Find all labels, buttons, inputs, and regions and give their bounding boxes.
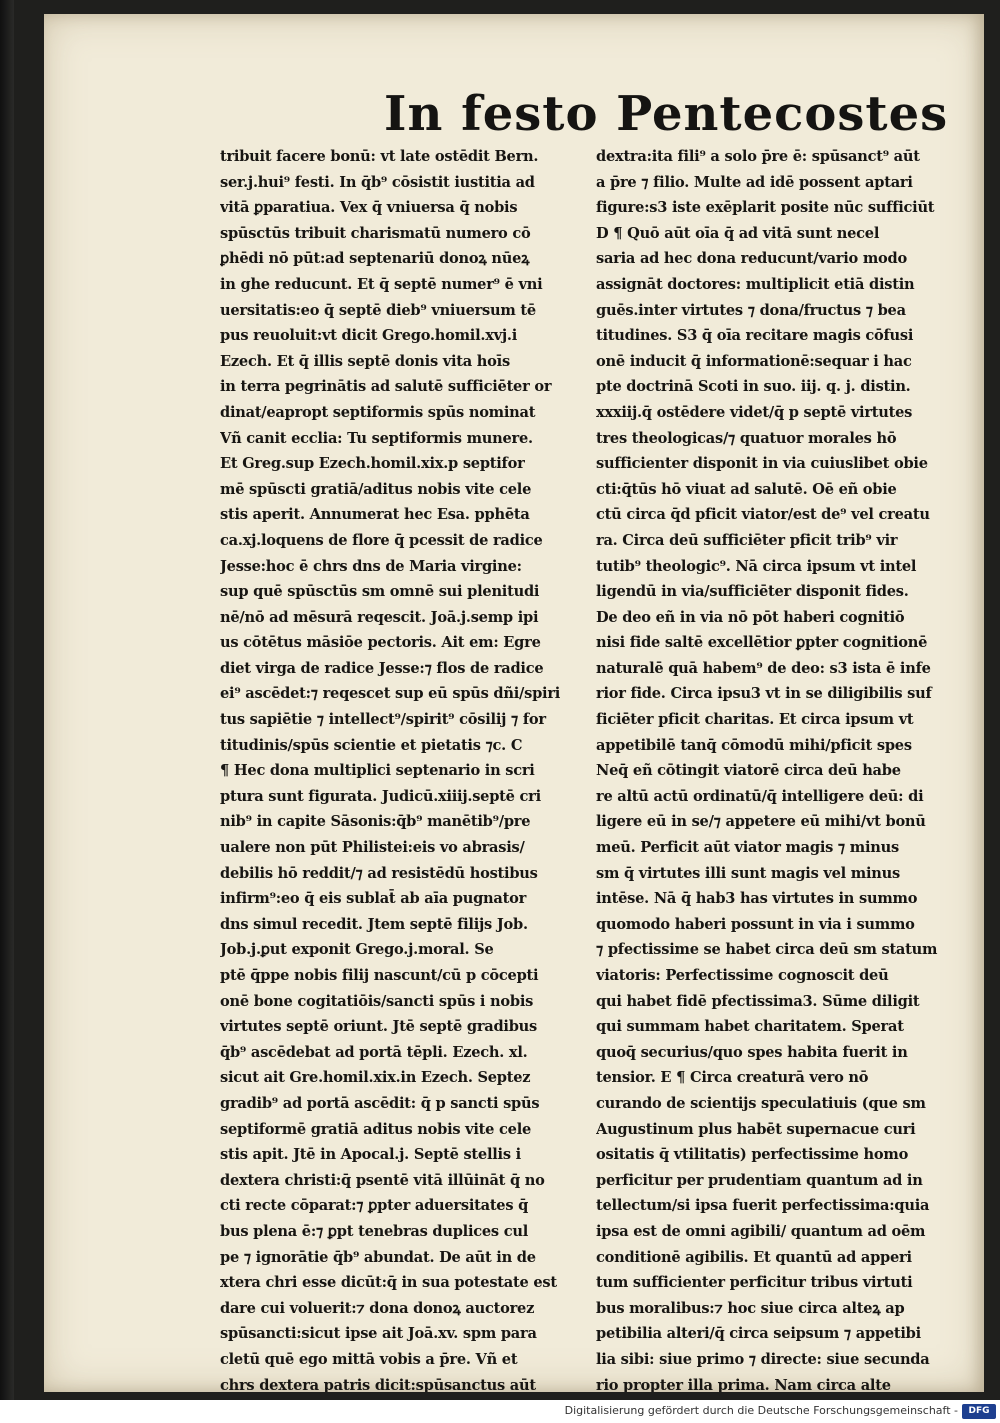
text-line: figure:s3 iste exēplarit posite nūc sufficiūt xyxy=(596,199,935,217)
text-line: D ¶ Quō aūt oīa q̄ ad vitā sunt necel xyxy=(596,224,880,242)
text-line: petibilia alteri/q̄ circa seipsum ⁊ appetibi xyxy=(596,1325,921,1343)
text-line: ei⁹ ascēdet:⁊ reqescet sup eū spūs dñi/spiri xyxy=(220,685,561,703)
text-line: titudines. S3 q̄ oīa recitare magis cōfusi xyxy=(596,327,914,345)
text-line: ser.j.hui⁹ festi. In q̄b⁹ cōsistit iustitia ad xyxy=(220,173,535,191)
text-line: curando de scientijs speculatiuis (que sm xyxy=(596,1094,926,1112)
text-line: rio propter illa prima. Nam circa alte xyxy=(596,1376,891,1392)
text-line: tutib⁹ theologic⁹. Nā circa ipsum vt intel xyxy=(596,557,917,575)
text-line: ptura sunt figurata. Judicū.xiiij.septē cri xyxy=(220,787,541,805)
text-line: qui habet fidē pfectissima3. Sūme diligit xyxy=(596,992,920,1010)
funding-notice: Digitalisierung gefördert durch die Deutsche Forschungsgemeinschaft - xyxy=(564,1404,958,1417)
text-line: dextra:ita fili⁹ a solo p̄re ē: spūsanct⁹ aūt xyxy=(596,148,920,165)
text-line: ctū circa q̄d pficit viator/est de⁹ vel creatu xyxy=(596,506,930,524)
text-line: spūsancti:sicut ipse ait Joā.xv. spm para xyxy=(220,1325,537,1343)
text-line: Job.j.ꝑut exponit Grego.j.moral. Se xyxy=(220,941,494,959)
text-line: viatoris: Perfectissime cognoscit deū xyxy=(596,967,889,984)
text-line: mē spūscti gratiā/aditus nobis vite cele xyxy=(220,480,532,498)
text-line: bus moralibus:⁊ hoc siue circa alteꝝ ap xyxy=(596,1299,905,1317)
text-line: sicut ait Gre.homil.xix.in Ezech. Septez xyxy=(220,1069,531,1087)
text-line: Ezech. Et q̄ illis septē donis vita hoīs xyxy=(220,352,510,370)
text-line: xxxiij.q̄ ostēdere videt/q̄ p septē virtutes xyxy=(596,403,913,421)
text-line: septiformē gratiā aditus nobis vite cele xyxy=(220,1120,532,1138)
text-line: nib⁹ in capite Sāsonis:q̄b⁹ manētib⁹/pre xyxy=(220,813,531,831)
text-line: ualere non pūt Philistei:eis vo abrasis/ xyxy=(220,839,525,857)
text-line: sup quē spūsctūs sm omnē sui plenitudi xyxy=(220,583,540,601)
text-line: dextera christi:q̄ psentē vitā illūināt q̄ no xyxy=(220,1171,545,1189)
running-head-title: In festo Pentecostes xyxy=(384,86,949,142)
text-line: tribuit facere bonū: vt late ostēdit Bern. xyxy=(220,148,539,165)
book-page xyxy=(44,14,984,1392)
text-line: quomodo haberi possunt in via i summo xyxy=(596,915,915,933)
text-line: tum sufficienter perficitur tribus virtuti xyxy=(596,1274,913,1292)
text-line: tellectum/si ipsa fuerit perfectissima:quia xyxy=(596,1197,930,1215)
text-line: sufficienter disponit in via cuiuslibet obie xyxy=(596,455,928,473)
text-line: saria ad hec dona reducunt/vario modo xyxy=(596,250,907,268)
text-line: Augustinum plus habēt supernacue curi xyxy=(596,1120,916,1138)
text-line: qui summam habet charitatem. Sperat xyxy=(596,1018,904,1036)
text-line: tres theologicas/⁊ quatuor morales hō xyxy=(596,429,897,447)
text-line: Neq̄ eñ cōtingit viatorē circa deū habe xyxy=(596,762,901,780)
text-line: dinat/eapropt septiformis spūs nominat xyxy=(220,403,536,421)
text-line: ficiēter pficit charitas. Et circa ipsum vt xyxy=(596,711,914,729)
text-line: intēse. Nā q̄ hab3 has virtutes in summo xyxy=(596,890,918,908)
text-line: spūsctūs tribuit charismatū numero cō xyxy=(220,224,531,242)
text-column-left xyxy=(220,144,610,1392)
text-line: titudinis/spūs scientie et pietatis ⁊c. C xyxy=(220,736,523,754)
text-line: tensior. E ¶ Circa creaturā vero nō xyxy=(596,1069,869,1087)
text-line: chrs dextera patris dicit:spūsanctus aūt xyxy=(220,1376,536,1392)
text-line: Jesse:hoc ē chrs dns de Maria virgine: xyxy=(220,557,522,575)
text-line: ra. Circa deū sufficiēter pficit trib⁹ vir xyxy=(596,531,898,549)
text-line: in terra pegrinātis ad salutē sufficiēter or xyxy=(220,378,552,396)
text-line: cti:q̄tūs hō viuat ad salutē. Oē eñ obie xyxy=(596,480,897,498)
scan-edge xyxy=(0,0,14,1400)
text-line: conditionē agibilis. Et quantū ad apperi xyxy=(596,1248,912,1266)
text-line: uersitatis:eo q̄ septē dieb⁹ vniuersum tē xyxy=(220,301,536,319)
text-line: gradib⁹ ad portā ascēdit: q̄ p sancti spūs xyxy=(220,1094,540,1112)
text-line: Vñ canit ecclia: Tu septiformis munere. xyxy=(220,429,533,447)
text-line: pe ⁊ ignorātie q̄b⁹ abundat. De aūt in de xyxy=(220,1248,536,1266)
text-line: dare cui voluerit:⁊ dona donoꝝ auctorez xyxy=(220,1299,535,1317)
text-line: perficitur per prudentiam quantum ad in xyxy=(596,1171,923,1189)
text-line: virtutes septē oriunt. Jtē septē gradibus xyxy=(220,1018,537,1036)
text-line: diet virga de radice Jesse:⁊ flos de radice xyxy=(220,659,544,677)
text-line: cti recte cōparat:⁊ ꝑpter aduersitates q̄ xyxy=(220,1197,529,1215)
text-line: stis apit. Jtē in Apocal.j. Septē stellis i xyxy=(220,1146,521,1164)
text-line: assignāt doctores: multiplicit etiā distin xyxy=(596,275,915,293)
text-line: cletū quē ego mittā vobis a p̄re. Vñ et xyxy=(220,1350,518,1368)
text-line: appetibilē tanq̄ cōmodū mihi/pficit spes xyxy=(596,736,912,754)
text-line: q̄b⁹ ascēdebat ad portā tēpli. Ezech. xl. xyxy=(220,1043,528,1061)
text-line: ositatis q̄ vtilitatis) perfectissime homo xyxy=(596,1146,909,1164)
text-line: re altū actū ordinatū/q̄ intelligere deū: di xyxy=(596,787,924,805)
text-line: ⁊ pfectissime se habet circa deū sm statum xyxy=(596,941,938,959)
text-line: ptē q̄ppe nobis filij nascunt/cū p cōcepti xyxy=(220,967,539,984)
text-line: onē inducit q̄ informationē:sequar i hac xyxy=(596,352,912,370)
text-line: onē bone cogitatiōis/sancti spūs i nobis xyxy=(220,992,534,1010)
text-line: guēs.inter virtutes ⁊ dona/fructus ⁊ bea xyxy=(596,301,906,319)
text-line: ligendū in via/sufficiēter disponit fides. xyxy=(596,583,909,601)
text-line: naturalē quā habem⁹ de deo: s3 ista ē infe xyxy=(596,659,931,677)
text-line: ¶ Hec dona multiplici septenario in scri xyxy=(220,762,535,780)
text-line: rior fide. Circa ipsu3 vt in se diligibilis suf xyxy=(596,685,932,703)
text-line: debilis hō reddit/⁊ ad resistēdū hostibus xyxy=(220,864,538,882)
text-line: xtera chri esse dicūt:q̄ in sua potestate est xyxy=(220,1274,557,1292)
text-line: nē/nō ad mēsurā reqescit. Joā.j.semp ipi xyxy=(220,608,539,626)
text-column-right xyxy=(596,144,984,1392)
text-line: ligere eū in se/⁊ appetere eū mihi/vt bonū xyxy=(596,813,926,831)
text-line: in ghe reducunt. Et q̄ septē numer⁹ ē vni xyxy=(220,275,543,293)
text-line: vitā ꝑparatiua. Vex q̄ vniuersa q̄ nobis xyxy=(220,199,518,217)
text-line: pte doctrinā Scoti in suo. iij. q. j. distin. xyxy=(596,378,911,396)
text-line: us cōtētus māsiōe pectoris. Ait em: Egre xyxy=(220,634,541,652)
text-line: meū. Perficit aūt viator magis ⁊ minus xyxy=(596,839,899,857)
footer-bar xyxy=(0,1400,1000,1423)
text-line: nisi fide saltē excellētior ꝑpter cognitionē xyxy=(596,634,928,652)
text-line: quoq̄ securius/quo spes habita fuerit in xyxy=(596,1043,908,1061)
text-line: bus plena ē:⁊ ꝑpt tenebras duplices cul xyxy=(220,1222,529,1240)
text-line: infirm⁹:eo q̄ eis sublat̄ ab aīa pugnator xyxy=(220,890,527,908)
text-line: sm q̄ virtutes illi sunt magis vel minus xyxy=(596,864,900,882)
text-line: tus sapiētie ⁊ intellect⁹/spirit⁹ cōsilij ⁊ for xyxy=(220,711,546,729)
text-line: ꝑhēdi nō pūt:ad septenariū donoꝝ nūeꝝ xyxy=(220,250,530,268)
text-line: dns simul recedit. Jtem septē filijs Job. xyxy=(220,915,528,933)
text-line: stis aperit. Annumerat hec Esa. pphēta xyxy=(220,506,530,524)
text-line: ipsa est de omni agibili/ quantum ad oēm xyxy=(596,1222,926,1240)
text-line: De deo eñ in via nō pōt haberi cognitiō xyxy=(596,608,905,626)
text-line: ca.xj.loquens de flore q̄ pcessit de radice xyxy=(220,531,543,549)
text-line: a p̄re ⁊ filio. Multe ad idē possent aptari xyxy=(596,173,913,191)
text-line: lia sibi: siue primo ⁊ directe: siue secunda xyxy=(596,1350,930,1368)
text-line: Et Greg.sup Ezech.homil.xix.p septifor xyxy=(220,455,525,473)
text-line: pus reuoluit:vt dicit Grego.homil.xvj.i xyxy=(220,327,518,345)
dfg-logo: DFG xyxy=(962,1404,996,1419)
